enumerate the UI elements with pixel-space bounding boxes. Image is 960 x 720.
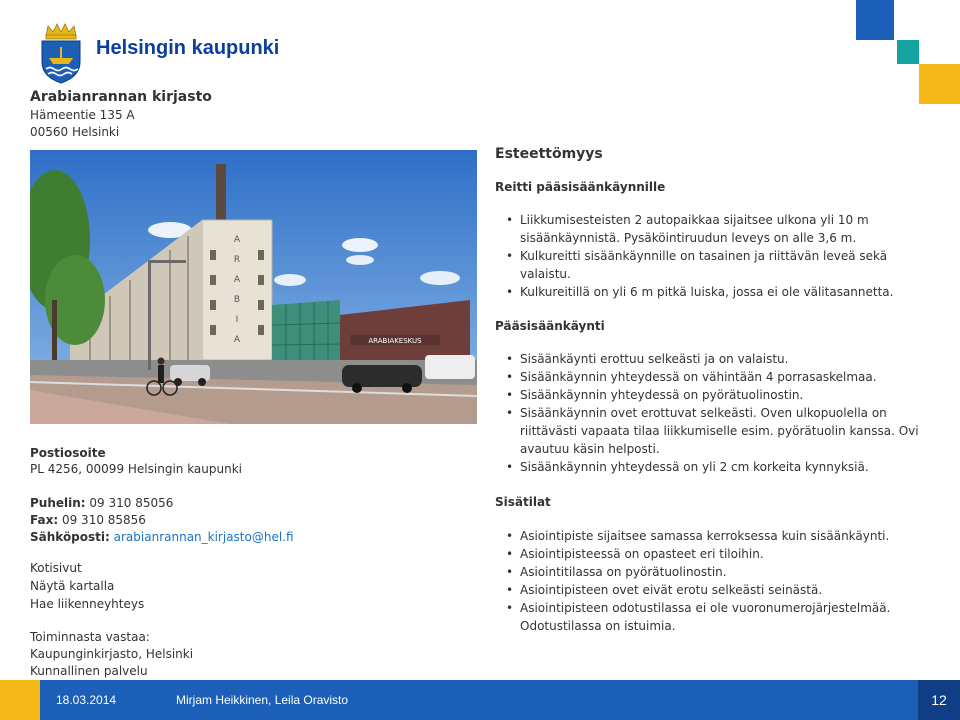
- brand-name: Helsingin kaupunki: [96, 37, 280, 59]
- photo-sign-letter: A: [233, 275, 241, 285]
- photo-sign-letter: A: [233, 235, 241, 245]
- list-item: • Asiointipisteen ovet eivät erotu selkeästi seinästä.: [506, 581, 936, 599]
- footer-authors: Mirjam Heikkinen, Leila Oravisto: [176, 693, 349, 707]
- library-photo: [30, 150, 477, 424]
- responsible-type: Kunnallinen palvelu: [30, 664, 148, 678]
- list-item: • Liikkumisesteisten 2 autopaikkaa sijaitsee ulkona yli 10 m sisäänkäynnistä. Pysäköintiruudun leveys on alle 3,6 m.: [506, 211, 936, 247]
- link-hae-liikenneyhteys[interactable]: Hae liikenneyhteys: [30, 597, 145, 611]
- section-heading-interior: Sisätilat: [495, 495, 551, 509]
- photo-sign-arabiakeskus: ARABIAKESKUS: [368, 337, 422, 345]
- link-nayta-kartalla[interactable]: Näytä kartalla: [30, 579, 115, 593]
- postal-address: PL 4256, 00099 Helsingin kaupunki: [30, 462, 243, 476]
- list-item: • Sisäänkäynnin yhteydessä on pyörätuolinostin.: [506, 386, 936, 404]
- decor-square-blue: [856, 0, 894, 40]
- fax-number: 09 310 85856: [61, 513, 146, 527]
- responsible-heading: Toiminnasta vastaa:: [30, 630, 150, 644]
- photo-sign-letter: B: [233, 295, 241, 305]
- list-item: • Asiointipisteessä on opasteet eri tiloihin.: [506, 545, 936, 563]
- footer-date: 18.03.2014: [56, 693, 117, 707]
- slide-number: 12: [918, 680, 960, 720]
- phone-number: 09 310 85056: [89, 496, 174, 510]
- email-link[interactable]: arabianrannan_kirjasto@hel.fi: [113, 530, 294, 544]
- list-item: • Sisäänkäynti erottuu selkeästi ja on valaistu.: [506, 350, 936, 368]
- decor-square-yellow: [919, 64, 960, 104]
- responsible-org: Kaupunginkirjasto, Helsinki: [30, 647, 194, 661]
- interior-list: [506, 527, 936, 635]
- link-kotisivut[interactable]: Kotisivut: [30, 561, 82, 575]
- library-street: Hämeentie 135 A: [30, 108, 135, 122]
- phone-row: [30, 496, 173, 510]
- list-item: • Sisäänkäynnin yhteydessä on yli 2 cm korkeita kynnyksiä.: [506, 458, 936, 476]
- library-city: 00560 Helsinki: [30, 125, 120, 139]
- email-row: [30, 530, 294, 544]
- entrance-list: [506, 350, 936, 476]
- helsinki-crest-logo: [38, 22, 84, 84]
- section-heading-route: Reitti pääsisäänkäynnille: [495, 180, 666, 194]
- phone-label: Puhelin:: [30, 496, 86, 510]
- email-label: Sähköposti:: [30, 530, 110, 544]
- section-heading-entrance: Pääsisäänkäynti: [495, 319, 605, 333]
- fax-row: [30, 513, 146, 527]
- decor-square-teal: [897, 40, 919, 64]
- photo-sign-letter: I: [235, 315, 239, 325]
- list-item: • Kulkureitillä on yli 6 m pitkä luiska, jossa ei ole välitasannetta.: [506, 283, 936, 301]
- list-item: • Kulkureitti sisäänkäynnille on tasainen ja riittävän leveä sekä valaistu.: [506, 247, 936, 283]
- fax-label: Fax:: [30, 513, 59, 527]
- list-item: • Asiointitilassa on pyörätuolinostin.: [506, 563, 936, 581]
- photo-sign-letter: R: [233, 255, 241, 265]
- list-item: • Sisäänkäynnin ovet erottuvat selkeästi. Oven ulkopuolella on riittävästi vapaata tilaa liikkumiselle esim. pyörätuolin kanssa. Ovi avautuu käsin helposti.: [506, 404, 936, 458]
- list-item: • Asiointipiste sijaitsee samassa kerroksessa kuin sisäänkäynti.: [506, 527, 936, 545]
- route-list: [506, 211, 936, 301]
- library-name: Arabianrannan kirjasto: [30, 89, 212, 105]
- footer-bar: [0, 680, 960, 720]
- photo-sign-letter: A: [233, 335, 241, 345]
- footer-accent-square: [0, 680, 40, 720]
- list-item: • Sisäänkäynnin yhteydessä on vähintään 4 porrasaskelmaa.: [506, 368, 936, 386]
- postal-heading: Postiosoite: [30, 446, 106, 460]
- list-item: • Asiointipisteen odotustilassa ei ole vuoronumerojärjestelmää. Odotustilassa on istuimia.: [506, 599, 936, 635]
- accessibility-title: Esteettömyys: [495, 146, 603, 162]
